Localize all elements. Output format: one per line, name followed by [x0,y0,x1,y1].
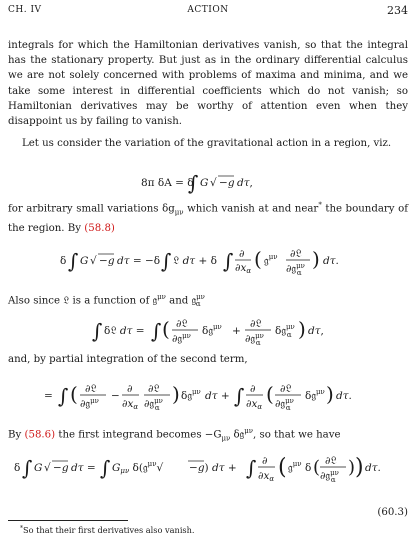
svg-text:∂𝔏: ∂𝔏 [250,318,262,330]
svg-text:(: ( [254,247,262,271]
svg-text:Gμν δ(𝔤μν√: Gμν δ(𝔤$^{\mu\nu}$√ [112,460,164,475]
svg-text:G: G [200,177,209,189]
svg-text:∫: ∫ [58,384,69,408]
svg-text:dτ +: dτ + [205,390,230,402]
svg-text:δ𝔤μνα: δ𝔤$^{\mu\nu}$ α [275,323,295,339]
svg-text:∫: ∫ [246,456,257,480]
footnote-mark[interactable]: * [318,201,322,209]
svg-text:∂xα: ∂xα [246,398,263,411]
paragraph-l-function: Also since 𝔏 is a function of 𝔤$^{\mu\nu}$ and 𝔤$^{\mu\nu}_\alpha$ [8,293,205,309]
svg-text:∫: ∫ [161,249,172,273]
svg-text:∂𝔤μνα: ∂𝔤$^{\mu\nu}$ α [245,332,264,347]
svg-text:∂𝔏: ∂𝔏 [85,383,97,395]
svg-text:dτ = −δ: dτ = −δ [117,255,161,267]
footnote-divider [8,520,128,521]
svg-text:dτ.: dτ. [336,390,352,402]
paragraph-first-integrand: By (58.6) the first integrand becomes $-G_{\mu\nu}$ δ𝔤$^{\mu\nu}$, so that we have [8,427,341,443]
svg-text:∂𝔏: ∂𝔏 [325,455,337,467]
svg-text:∫: ∫ [22,456,33,480]
svg-text:8π δA = δ: 8π δA = δ [141,177,194,189]
chapter-label: CH. IV [8,5,42,15]
svg-text:∫: ∫ [92,319,103,343]
svg-text:−: − [111,390,120,402]
section-title: ACTION [187,5,229,15]
svg-text:−g: −g [53,462,69,474]
svg-text:): ) [312,247,320,271]
footnote-text: So that their first derivatives also vanish. [23,525,195,535]
svg-text:+: + [232,325,241,337]
svg-text:√: √ [44,462,51,474]
svg-text:∂xα: ∂xα [258,470,275,483]
paragraph-partial-integration: and, by partial integration of the second term, [8,354,248,365]
svg-text:δ: δ [305,462,312,474]
svg-text:𝔤μν: 𝔤$^{\mu\nu}$ [264,253,278,267]
svg-text:𝔤μν: 𝔤$^{\mu\nu}$ [288,460,302,474]
svg-text:dτ =: dτ = [71,462,96,474]
svg-text:−g) dτ +: −g) dτ + [189,462,237,474]
svg-text:): ) [348,457,356,478]
page-number: 234 [387,4,408,17]
svg-text:∫: ∫ [68,249,79,273]
running-header [8,5,408,19]
book-page [8,0,408,552]
svg-text:−g: −g [219,177,235,189]
svg-text:∫: ∫ [151,319,162,343]
svg-text:∂𝔤μνα: ∂𝔤$^{\mu\nu}$ α [275,397,294,412]
equation-gravitational-split [8,244,408,278]
footnote [20,525,195,537]
svg-text:): ) [355,455,364,480]
svg-text:∂𝔤μν: ∂𝔤$^{\mu\nu}$ [172,332,191,345]
citation-link-58-6[interactable]: (58.6) [24,429,56,441]
svg-text:(: ( [313,457,321,478]
svg-text:∂𝔤μν: ∂𝔤$^{\mu\nu}$ [80,397,99,410]
svg-text:∂: ∂ [239,248,245,260]
equation-60-3 [8,450,408,488]
svg-text:): ) [172,382,180,406]
svg-text:∫: ∫ [188,171,199,195]
svg-text:∫: ∫ [100,456,111,480]
svg-text:∂𝔏: ∂𝔏 [280,383,292,395]
svg-text:=: = [44,390,53,402]
paragraph-variation-intro: Let us consider the variation of the gravitational action in a region, viz. [22,138,392,149]
svg-text:∂𝔏: ∂𝔏 [148,383,160,395]
svg-text:dτ.: dτ. [365,462,381,474]
paragraph-hamiltonian: integrals for which the Hamiltonian derivatives vanish, so that the integral has the stationary property. But just as in the ordinary differential calculus we are not solely concerned with problems of maxima and minima, and we take some interest in differential coefficients which do not vanish; so Hamiltonian derivatives may be worthy of attention even when they disappoint us by failing to vanish. [8,40,408,128]
svg-text:√: √ [210,177,217,189]
svg-text:∂𝔤μνα: ∂𝔤$^{\mu\nu}$ α [320,469,339,484]
svg-text:∫: ∫ [234,384,245,408]
svg-text:∫: ∫ [223,249,234,273]
svg-text:∂xα: ∂xα [235,262,252,275]
equation-partial-integration [8,378,408,414]
svg-text:(: ( [162,317,170,341]
svg-text:dτ.: dτ. [323,255,339,267]
svg-text:): ) [326,382,334,406]
svg-text:(: ( [70,382,78,406]
svg-text:∂𝔤μνα: ∂𝔤$^{\mu\nu}$ α [286,262,305,277]
svg-text:δ: δ [14,462,21,474]
svg-text:δ: δ [60,255,67,267]
svg-text:(: ( [266,382,274,406]
svg-text:∂𝔏: ∂𝔏 [290,248,302,260]
svg-text:∂: ∂ [250,383,256,395]
svg-text:∂𝔏: ∂𝔏 [176,318,188,330]
svg-text:): ) [298,317,306,341]
equation-action-variation [8,168,408,196]
equation-number: (60.3) [377,507,408,518]
svg-text:δ𝔤μν: δ𝔤$^{\mu\nu}$ [202,323,222,337]
svg-text:δ𝔏 dτ =: δ𝔏 dτ = [104,325,145,337]
svg-text:δ𝔤μν: δ𝔤$^{\mu\nu}$ [181,388,201,402]
svg-text:−g: −g [99,255,115,267]
svg-text:∂: ∂ [127,383,133,395]
svg-text:(: ( [278,455,287,480]
citation-link-58-8[interactable]: (58.8) [84,222,115,234]
svg-text:∂xα: ∂xα [122,398,139,411]
equation-delta-l [8,314,408,348]
svg-text:G: G [80,255,89,267]
paragraph-arbitrary-variations: for arbitrary small variations $\delta g_{\mu\nu}$ which vanish at and near* the boundary of the region. By (58.8) [8,201,408,234]
svg-text:∂𝔤μνα: ∂𝔤$^{\mu\nu}$ α [144,397,163,412]
svg-text:G: G [34,462,43,474]
svg-text:dτ,: dτ, [237,177,253,189]
footnote-marker: * [20,525,23,532]
svg-text:∂: ∂ [262,455,268,467]
svg-text:dτ,: dτ, [308,325,324,337]
svg-text:δ𝔤μν: δ𝔤$^{\mu\nu}$ [305,388,325,402]
svg-text:√: √ [90,255,97,267]
svg-text:𝔏 dτ + δ: 𝔏 dτ + δ [173,255,217,267]
